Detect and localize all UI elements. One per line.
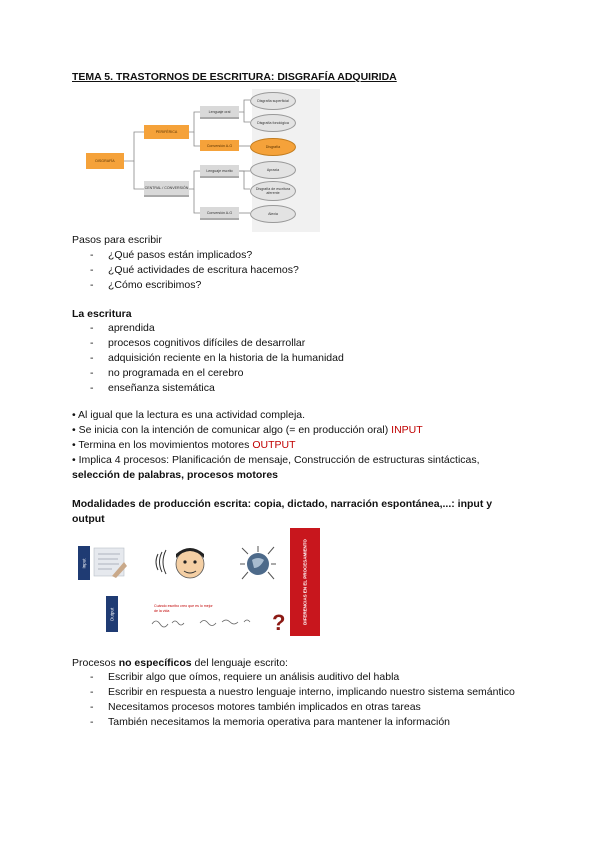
diagram-mid-node: Lenguaje escrito (200, 165, 239, 178)
red-sample-text: de la vida (154, 609, 170, 613)
figure-illustrations (72, 528, 322, 636)
modalidades-line: Modalidades de producción escrita: copia, dictado, narración espontánea,...: input y (72, 498, 493, 510)
bullets-block (72, 408, 480, 483)
diagram-oval: Apraxia (250, 161, 296, 179)
diagram-mid-node: Lenguaje oral (200, 106, 239, 119)
page-title: TEMA 5. TRASTORNOS DE ESCRITURA: DISGRAFÍA ADQUIRIDA (72, 71, 397, 83)
list-item: - Necesitamos procesos motores también implicados en otras tareas (90, 700, 515, 715)
list-item: - También necesitamos la memoria operativa para mantener la información (90, 715, 515, 730)
bullet-line: • Al igual que la lectura es una actividad compleja. (72, 409, 306, 421)
pasos-heading: Pasos para escribir (72, 234, 162, 246)
bullet-line (72, 423, 480, 438)
procesos-intro-post: del lenguaje escrito: (191, 657, 288, 669)
diagram-branch-bottom: CENTRAL / CONVERSIÓN (144, 181, 189, 197)
pasos-list (90, 248, 299, 293)
list-item: - ¿Qué pasos están implicados? (90, 248, 299, 263)
list-item: - aprendida (90, 321, 344, 336)
processing-sidebar (290, 528, 320, 636)
diagram-mid-node: Conversión A-G (200, 140, 239, 151)
diagram-mid-node: Conversión A-G (200, 207, 239, 220)
list-item: - ¿Cómo escribimos? (90, 278, 299, 293)
diagram-oval: Disgrafía de escritura aferente (250, 181, 296, 201)
list-item: - Escribir en respuesta a nuestro lenguaje interno, implicando nuestro sistema semántico (90, 685, 515, 700)
escritura-list (90, 321, 344, 396)
handwriting-sample-icon (152, 620, 250, 627)
diagram-oval: Disgrafía superficial (250, 92, 296, 110)
list-item: - procesos cognitivos difíciles de desarrollar (90, 336, 344, 351)
list-item: - ¿Qué actividades de escritura hacemos? (90, 263, 299, 278)
procesos-intro (72, 656, 288, 671)
paper-hand-icon (94, 548, 127, 578)
diagram-branch-top: PERIFÉRICA (144, 125, 189, 139)
bullet-line: selección de palabras, procesos motores (72, 469, 279, 481)
list-item: - enseñanza sistemática (90, 381, 344, 396)
processing-sidebar-label: DIFERENCIAS EN EL PROCESAMIENTO (302, 539, 308, 625)
list-item: - Escribir algo que oímos, requiere un análisis auditivo del habla (90, 670, 515, 685)
modalidades-line: output (72, 513, 105, 525)
diagram-oval: Disgrafía (250, 138, 296, 156)
brain-globe-icon (240, 546, 276, 579)
bullet-line: • Implica 4 procesos: Planificación de mensaje, Construcción de estructuras sintácticas, (72, 454, 480, 466)
output-tag-label: Output (109, 607, 115, 621)
procesos-intro-bold: no específicos (118, 657, 192, 669)
diagram-oval: Alexia (250, 205, 296, 223)
input-tag-label: Input (81, 557, 87, 569)
diagram-root-node: DISGRAFÍA (86, 153, 124, 169)
diagram-oval: Disgrafía fonológica (250, 114, 296, 132)
input-keyword: INPUT (391, 424, 423, 436)
list-item: - adquisición reciente en la historia de la humanidad (90, 351, 344, 366)
question-mark-icon (272, 610, 285, 635)
bullet-text: • Se inicia con la intención de comunicar algo (= en producción oral) (72, 424, 392, 436)
listening-face-icon (156, 548, 204, 578)
procesos-list (90, 670, 515, 730)
list-item: - no programada en el cerebro (90, 366, 344, 381)
disgrafia-diagram (86, 89, 320, 232)
escritura-heading: La escritura (72, 308, 132, 320)
svg-text:?: ? (272, 610, 286, 635)
modalidades-figure (72, 528, 322, 636)
output-keyword: OUTPUT (252, 439, 296, 451)
procesos-intro-pre: Procesos (72, 657, 119, 669)
bullet-line (72, 438, 480, 453)
bullet-text: • Termina en los movimientos motores (72, 439, 253, 451)
red-sample-text: Cuándo escribo creo que es lo mejor (154, 604, 213, 608)
